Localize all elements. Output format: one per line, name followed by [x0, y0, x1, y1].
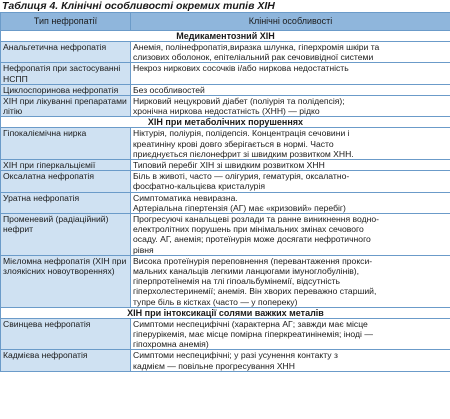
- clinical-features: Висока протеїнурія переповнення (перевантаження прокси- мальних канальців легкими ланцюгами імуноглобулінів), гіперпротеїнемія на тлі гіпоальбумінемії, відсутність гіперхолестеринемії; анемія. Він хворих переважно старший, тупре біль в кістках (часто — у попереку): [133, 255, 377, 307]
- clinical-features: Типовий перебіг ХІН зі швидким розвитком ХНН: [133, 160, 325, 171]
- clinical-features-cell: [131, 84, 450, 95]
- clinical-features-cell: [131, 171, 450, 192]
- nephropathy-type-cell: [1, 42, 131, 63]
- table-caption: Таблиця 4. Клінічні особливості окремих типів ХІН: [2, 0, 275, 12]
- table-row: [1, 318, 450, 350]
- nephropathy-type: Нефропатія при застосуванні НСПП: [3, 63, 121, 84]
- clinical-features: Некроз ниркових сосочків і/або ниркова недостатність: [133, 63, 349, 74]
- table-row: [1, 84, 450, 95]
- nephropathy-type-cell: [1, 63, 131, 84]
- table-row: [1, 96, 450, 117]
- nephropathy-type: Уратна нефропатія: [3, 192, 80, 203]
- clinical-features-cell: [131, 318, 450, 350]
- nephropathy-type-cell: [1, 171, 131, 192]
- clinical-features-cell: [131, 214, 450, 256]
- table-row: [1, 350, 450, 371]
- clinical-features-cell: [131, 42, 450, 63]
- section-title: ХІН при інтоксикації солями важких металів: [1, 307, 450, 318]
- section-row: [1, 117, 450, 128]
- nephropathy-type: Циклоспоринова нефропатія: [3, 84, 119, 95]
- clinical-features: Симптоматика невиразна. Артеріальна гіпертензія (АГ) має «кризовий» перебіг): [133, 192, 346, 213]
- nephropathy-type-cell: [1, 96, 131, 117]
- header-features: Клінічні особливості: [131, 13, 450, 31]
- table-row: [1, 214, 450, 256]
- table-body: [1, 31, 450, 372]
- nephropathy-type: Мієломна нефропатія (ХІН при злоякісних новоутвореннях): [3, 255, 127, 277]
- nephropathy-type-cell: [1, 214, 131, 256]
- header-row: [1, 13, 450, 31]
- table-row: [1, 171, 450, 192]
- table-row: [1, 160, 450, 171]
- clinical-features-cell: [131, 255, 450, 307]
- nephropathy-type-cell: [1, 350, 131, 371]
- clinical-features-cell: [131, 160, 450, 171]
- nephropathy-type-cell: [1, 84, 131, 95]
- table-row: [1, 192, 450, 213]
- clinical-features: Нирковий нецукровий діабет (поліурія та полідепсія); хронічна ниркова недостатність (ХНН) — рідко: [133, 96, 345, 117]
- nephropathy-type: Кадмієва нефропатія: [3, 350, 88, 361]
- clinical-features: Без особливостей: [133, 84, 205, 95]
- clinical-features: Біль в животі, часто — олігурия, гематурія, оксалатно- фосфатно-кальцієва кристалурія: [133, 171, 350, 192]
- table-row: [1, 128, 450, 160]
- clinical-features-cell: [131, 350, 450, 371]
- nephropathy-type: Гіпокаліємічна нирка: [3, 128, 87, 139]
- clinical-features-cell: [131, 192, 450, 213]
- table-row: [1, 255, 450, 307]
- nephropathy-type: Променевий (радіаційний) нефрит: [3, 214, 109, 235]
- nephropathy-type: Свинцева нефропатія: [3, 318, 91, 329]
- ckd-types-table: [0, 12, 450, 372]
- section-title: ХІН при метаболічних порушеннях: [1, 117, 450, 128]
- nephropathy-type: ХІН при лікуванні препаратами літію: [3, 96, 127, 117]
- nephropathy-type: Оксалатна нефропатія: [3, 171, 94, 182]
- table-row: [1, 42, 450, 63]
- nephropathy-type-cell: [1, 128, 131, 160]
- section-title: Медикаментозний ХІН: [1, 31, 450, 42]
- nephropathy-type-cell: [1, 192, 131, 213]
- nephropathy-type: Анальгетична нефропатія: [3, 42, 107, 52]
- clinical-features: Ніктурія, поліурія, полідепсія. Концентрація сечовини і креатиніну крові довго зберігається в нормі. Часто приєднується пієлонефрит зі швидким розвитком ХНН.: [133, 128, 354, 159]
- clinical-features: Симптоми неспецифічні; у разі усунення контакту з кадмієм — повільне прогресування ХНН: [133, 350, 338, 371]
- table-row: [1, 63, 450, 84]
- nephropathy-type-cell: [1, 318, 131, 350]
- header-type: Тип нефропатії: [1, 13, 131, 31]
- clinical-features-cell: [131, 128, 450, 160]
- section-row: [1, 307, 450, 318]
- section-row: [1, 31, 450, 42]
- nephropathy-type-cell: [1, 255, 131, 307]
- clinical-features-cell: [131, 63, 450, 84]
- nephropathy-type: ХІН при гіперкальціємії: [3, 160, 96, 171]
- clinical-features-cell: [131, 96, 450, 117]
- clinical-features: Анемія, полінефропатія,виразка шлунка, гіперхромія шкіри та слизових оболонок, епітеліальний рак сечовивідної системи: [133, 42, 380, 63]
- nephropathy-type-cell: [1, 160, 131, 171]
- clinical-features: Симптоми неспецифічні (характерна АГ; завжди має місце гіперурікемія, має місце помірна гіперкреатинінемія; іноді — гіпохромна анемія): [133, 318, 373, 350]
- clinical-features: Прогресуючі канальцеві розлади та ранне виникнення водно- електролітних порушень при мінімальних змінах сечового осаду. АГ, анемія; протеїнурія може досягати нефротичного рівня: [133, 214, 379, 255]
